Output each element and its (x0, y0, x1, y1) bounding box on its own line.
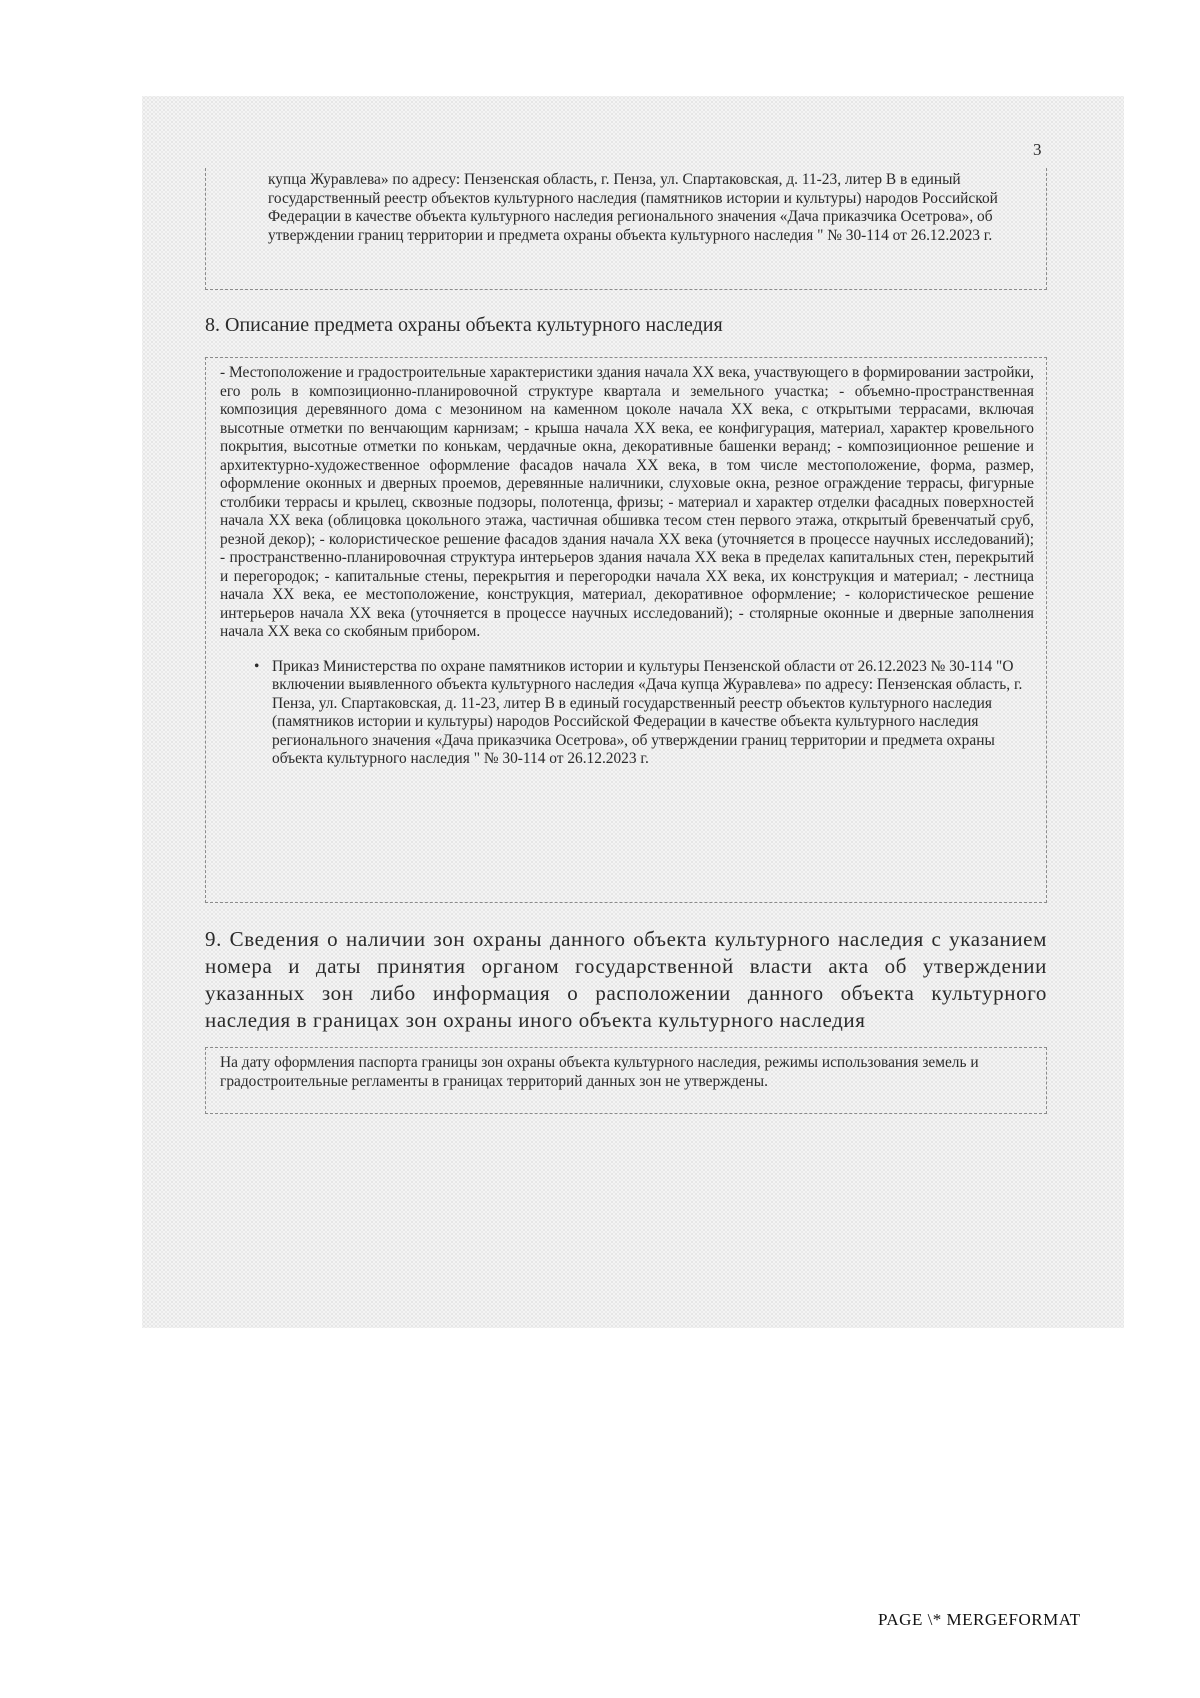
section-9-title: 9. Сведения о наличии зон охраны данного объекта культурного наследия с указанием номера и даты принятия органом государственной власти акта об утверждении указанных зон либо информация о расположении данного объекта культурного наследия в границах зон охраны иного объекта культурного наследия (205, 927, 1047, 1032)
section-9-body: На дату оформления паспорта границы зон охраны объекта культурного наследия, режимы использования земель и градостроительные регламенты в границах территорий данных зон не утверждены. (220, 1054, 979, 1090)
footnote-bullet: • (254, 657, 260, 675)
footnote-text: Приказ Министерства по охране памятников истории и культуры Пензенской области от 26.12.2023 № 30-114 "О включении выявленного объекта культурного наследия «Дача купца Журавлева» по адресу: Пензенская область, г. Пенза, ул. Спартаковская, д. 11-23, литер В в единый государственный реестр объектов культурного наследия (памятников истории и культуры) народов Российской Федерации в качестве объекта культурного наследия регионального значения «Дача приказчика Осетрова», об утверждении границ территории и предмета охраны объекта культурного наследия " № 30-114 от 26.12.2023 г. (272, 657, 1023, 767)
page-footer-field: PAGE \* MERGEFORMAT (878, 1610, 1081, 1629)
section-8-title: 8. Описание предмета охраны объекта культурного наследия (205, 314, 723, 336)
page-number: 3 (1033, 140, 1042, 159)
section-8-box (205, 357, 1047, 903)
section-8-body: - Местоположение и градостроительные характеристики здания начала XX века, участвующего в формировании застройки, его роль в композиционно-планировочной структуре квартала и земельного участка; - объемно-пространственная композиция деревянного дома с мезонином на каменном цоколе начала XX века, с открытыми террасами, включая высотные отметки по венчающим карнизам; - крыша начала XX века, ее конфигурация, материал, характер кровельного покрытия, высотные отметки по конькам, чердачные окна, декоративные башенки веранд; - композиционное решение и архитектурно-художественное оформление фасадов начала XX века, в том числе местоположение, форма, размер, оформление оконных и дверных проемов, деревянные наличники, слуховые окна, резное ограждение террасы, фигурные столбики террасы и крылец, сквозные подзоры, полотенца, фризы; - материал и характер отделки фасадных поверхностей начала XX века (облицовка цокольного этажа, частичная обшивка тесом стен первого этажа, открытый бревенчатый сруб, резной декор); - колористическое решение фасадов здания начала XX века (уточняется в процессе научных исследований); - пространственно-планировочная структура интерьеров здания начала XX века в пределах капитальных стен, перекрытий и перегородок; - капитальные стены, перекрытия и перегородки начала XX века, их конструкция и материал; - лестница начала XX века, ее местоположение, конструкция, материал, декоративное оформление; - колористическое решение интерьеров начала XX века (уточняется в процессе научных исследований); - столярные оконные и дверные заполнения начала XX века со скобяным прибором. (220, 364, 1034, 640)
continued-order-text: купца Журавлева» по адресу: Пензенская область, г. Пенза, ул. Спартаковская, д. 11-23, литер В в единый государственный реестр объектов культурного наследия (памятников истории и культуры) народов Российской Федерации в качестве объекта культурного наследия регионального значения «Дача приказчика Осетрова», об утверждении границ территории и предмета охраны объекта культурного наследия " № 30-114 от 26.12.2023 г. (268, 171, 998, 244)
section-8-footnote (220, 658, 1034, 769)
section-9-box (205, 1047, 1047, 1114)
continued-order-box (205, 168, 1047, 290)
